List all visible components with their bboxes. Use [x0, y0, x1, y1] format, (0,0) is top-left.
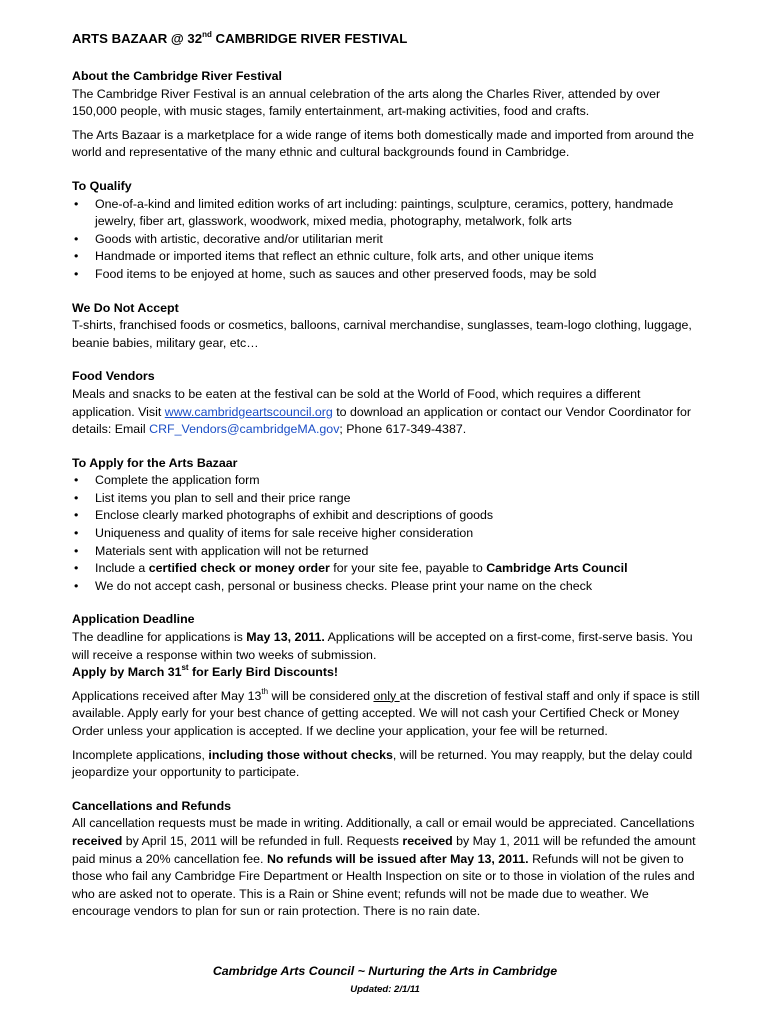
title-text-end: CAMBRIDGE RIVER FESTIVAL [211, 31, 408, 46]
food-vendors-heading: Food Vendors [72, 369, 155, 384]
qualify-list [72, 196, 700, 284]
bullet-icon: • [74, 578, 79, 593]
list-item: • Handmade or imported items that reflect an ethnic culture, folk arts, and other unique items [72, 248, 700, 266]
food-vendors-text: Meals and snacks to be eaten at the festival can be sold at the World of Food, which requires a different application. Visit www.cambridgeartscouncil.org to download an application or contact our Vendor Coordinator for details: Email CRF_Vendors@cambridgeMA.gov; Phone 617-349-4387. [72, 386, 691, 437]
incomplete-applications-text: Incomplete applications, including those without checks, will be returned. You may reapply, but the delay could jeopardize your opportunity to participate. [72, 747, 693, 780]
bullet-icon: • [74, 473, 79, 488]
list-item: • Complete the application form [72, 472, 700, 490]
footer-updated-date: Updated: 2/1/11 [350, 984, 420, 995]
title-superscript: nd [202, 30, 212, 39]
early-bird-notice: Apply by March 31st for Early Bird Discounts! [72, 663, 339, 680]
document-body [72, 30, 700, 921]
not-accept-text: T-shirts, franchised foods or cosmetics, balloons, carnival merchandise, sunglasses, team-logo clothing, luggage, beanie babies, military gear, etc… [72, 318, 692, 350]
list-item: • One-of-a-kind and limited edition works of art including: paintings, sculpture, ceramics, pottery, handmade jewelry, fiber art, glasswork, woodwork, mixed media, photography, metalwork, folk arts [74, 196, 674, 229]
list-item: • Uniqueness and quality of items for sale receive higher consideration [72, 525, 700, 543]
vendor-email-link[interactable]: CRF_Vendors@cambridgeMA.gov [149, 422, 340, 437]
bullet-icon: • [74, 508, 79, 523]
bullet-icon: • [74, 543, 79, 558]
apply-heading: To Apply for the Arts Bazaar [72, 455, 238, 470]
bullet-icon: • [74, 266, 79, 281]
footer-tagline: Cambridge Arts Council ~ Nurturing the Arts in Cambridge [212, 964, 558, 978]
cancellations-heading: Cancellations and Refunds [72, 798, 232, 813]
list-item: • List items you plan to sell and their price range [72, 490, 700, 508]
document-title [72, 30, 700, 48]
list-item: • Materials sent with application will not be returned [72, 543, 700, 561]
bullet-icon: • [74, 561, 79, 576]
bullet-icon: • [74, 231, 79, 246]
bullet-icon: • [74, 249, 79, 264]
about-heading: About the Cambridge River Festival [72, 69, 282, 83]
qualify-heading: To Qualify [72, 178, 132, 193]
list-item: • We do not accept cash, personal or business checks. Please print your name on the check [72, 578, 700, 596]
about-paragraph-1: The Cambridge River Festival is an annual celebration of the arts along the Charles River, attended by over 150,000 people, with music stages, family entertainment, art-making activities, food and crafts. [72, 86, 661, 119]
deadline-heading: Application Deadline [72, 612, 195, 627]
bullet-icon: • [74, 526, 79, 541]
title-text: ARTS BAZAAR @ 32 [72, 31, 203, 46]
apply-list [72, 472, 700, 595]
list-item: • Enclose clearly marked photographs of exhibit and descriptions of goods [72, 507, 700, 525]
list-item: • Food items to be enjoyed at home, such as sauces and other preserved foods, may be sold [72, 266, 700, 284]
deadline-text: The deadline for applications is May 13, 2011. Applications will be accepted on a first-come, first-serve basis. You will receive a response within two weeks of submission. [72, 630, 693, 662]
cancellations-text: All cancellation requests must be made in writing. Additionally, a call or email would be appreciated. Cancellations received by April 15, 2011 will be refunded in full. Requests received by May 1, 2011 will be refunded the amount paid minus a 20% cancellation fee. No refunds will be issued after May 13, 2011. Refunds will not be given to those who fail any Cambridge Fire Department or Health Inspection on site or to those in violation of the rules and who are asked not to operate. This is a Rain or Shine event; refunds will not be made due to weather. We encourage vendors to plan for sun or rain protection. There is no rain date. [72, 816, 696, 919]
about-paragraph-2: The Arts Bazaar is a marketplace for a wide range of items both domestically made and imported from around the world and representative of the many ethnic and cultural backgrounds found in Cambridge. [72, 127, 694, 160]
not-accept-heading: We Do Not Accept [72, 300, 179, 315]
list-item: • Goods with artistic, decorative and/or utilitarian merit [72, 231, 700, 249]
bullet-icon: • [74, 490, 79, 505]
late-applications-text: Applications received after May 13th will be considered only at the discretion of festival staff and only if space is still available. Apply early for your best chance of getting accepted. We will not cash your Certified Check or Money Order unless your application is accepted. If we decline your application, your fee will be returned. [72, 686, 700, 738]
arts-council-link[interactable]: www.cambridgeartscouncil.org [164, 404, 333, 419]
bullet-icon: • [74, 196, 79, 211]
list-item: • Include a certified check or money order for your site fee, payable to Cambridge Arts Council [72, 560, 700, 578]
